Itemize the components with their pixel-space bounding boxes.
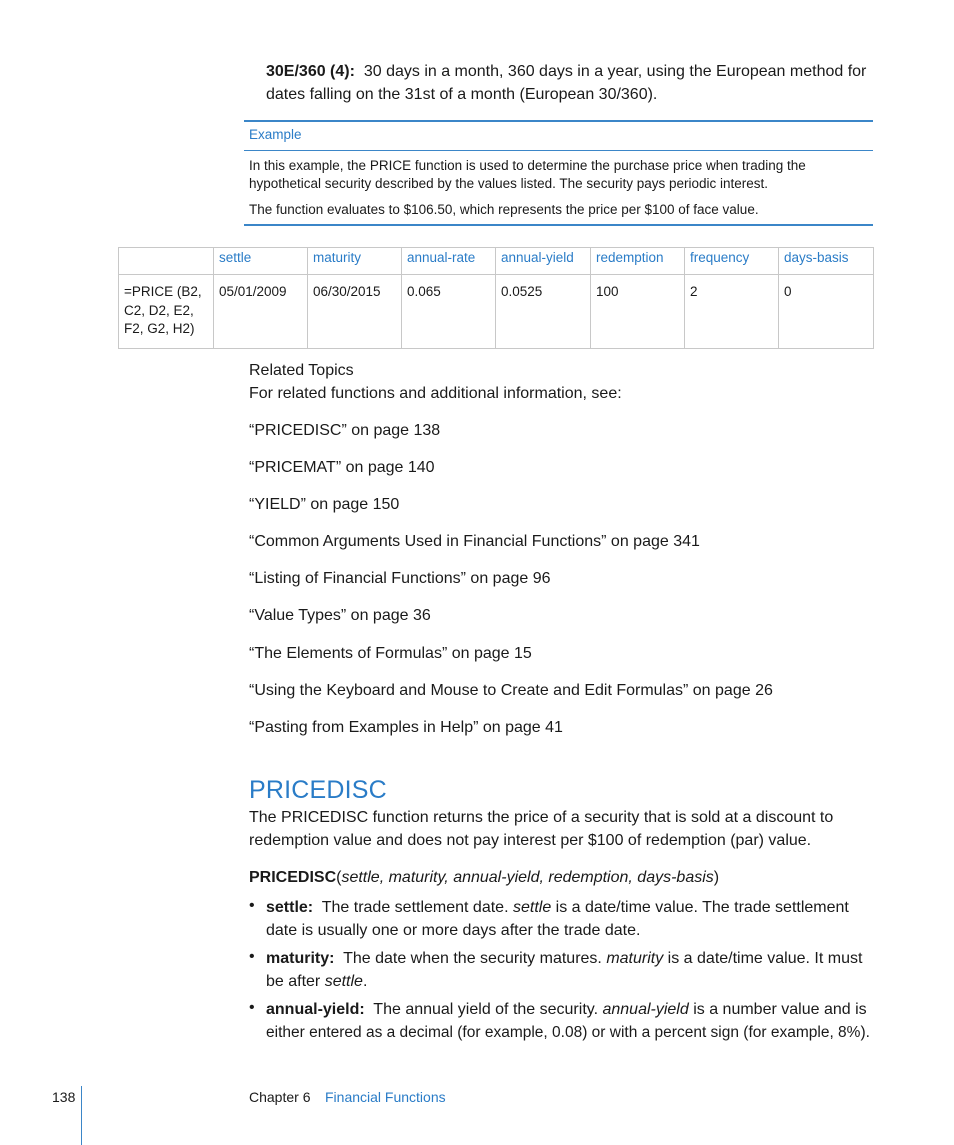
related-link-pricedisc[interactable]: “PRICEDISC” on page 138 [249, 422, 441, 439]
bullet-maturity [266, 947, 886, 993]
syntax-function-name: PRICEDISC [249, 869, 337, 886]
related-topics-intro: For related functions and additional information, see: [249, 385, 622, 402]
pricedisc-desc-line-2: redemption value and does not pay interest per $100 of redemption (par) value. [249, 832, 812, 849]
example-bottom-rule [244, 224, 873, 226]
bullet-text: is a date/time value. The trade settlement [555, 899, 849, 916]
footer-section-link[interactable]: Financial Functions [325, 1089, 446, 1105]
table-header-cell: annual-yield [496, 248, 591, 275]
pricedisc-syntax: PRICEDISC(settle, maturity, annual-yield, redemption, days-basis) [249, 869, 720, 886]
bullet-marker: • [249, 948, 255, 965]
bullet-em: maturity [606, 950, 664, 967]
related-link-keyboard-mouse[interactable]: “Using the Keyboard and Mouse to Create and Edit Formulas” on page 26 [249, 682, 773, 699]
table-header-cell: annual-rate [402, 248, 496, 275]
bullet-term: annual-yield: [266, 1001, 365, 1018]
table-cell: 2 [685, 275, 779, 349]
example-description [249, 157, 869, 193]
table-header-cell: maturity [308, 248, 402, 275]
param-desc-line2: dates falling on the 31st of a month (European 30/360). [266, 86, 658, 103]
footer-chapter: Chapter 6 [249, 1089, 311, 1105]
bullet-marker: • [249, 897, 255, 914]
bullet-text: The date when the security matures. [343, 950, 602, 967]
param-30e-360-4 [266, 60, 886, 106]
param-desc: 30 days in a month, 360 days in a year, using the European method for [363, 63, 867, 80]
bullet-text: . [362, 973, 368, 990]
table-header-cell: frequency [685, 248, 779, 275]
bullet-text-line2: date is usually one or more days after the trade date. [266, 922, 641, 939]
table-header-cell: settle [214, 248, 308, 275]
param-term: 30E/360 (4): [266, 63, 355, 80]
related-link-listing-financial[interactable]: “Listing of Financial Functions” on page 96 [249, 570, 551, 587]
bullet-text-line2: either entered as a decimal (for example, 0.08) or with a percent sign (for example, 8%). [266, 1024, 870, 1041]
related-link-elements-formulas[interactable]: “The Elements of Formulas” on page 15 [249, 645, 532, 662]
related-link-pasting-examples[interactable]: “Pasting from Examples in Help” on page 41 [249, 719, 563, 736]
related-link-value-types[interactable]: “Value Types” on page 36 [249, 607, 431, 624]
table-cell: 100 [591, 275, 685, 349]
table-cell: 05/01/2009 [214, 275, 308, 349]
page-number: 138 [52, 1089, 76, 1105]
bullet-settle [266, 896, 886, 942]
example-title-rule [244, 150, 873, 151]
pricedisc-description [249, 806, 879, 852]
bullet-text-line2: be after [266, 973, 325, 990]
bullet-text: The trade settlement date. [321, 899, 509, 916]
footer-divider [81, 1086, 82, 1145]
example-line-2: hypothetical security described by the values listed. The security pays periodic interest. [249, 176, 769, 191]
table-header-row [119, 248, 874, 275]
bullet-em: annual-yield [602, 1001, 689, 1018]
bullet-marker: • [249, 999, 255, 1016]
bullet-term: settle: [266, 899, 314, 916]
bullet-term: maturity: [266, 950, 335, 967]
table-cell: 0.065 [402, 275, 496, 349]
related-link-common-arguments[interactable]: “Common Arguments Used in Financial Functions” on page 341 [249, 533, 700, 550]
bullet-text: is a date/time value. It must [667, 950, 863, 967]
related-link-pricemat[interactable]: “PRICEMAT” on page 140 [249, 459, 435, 476]
table-header-cell: redemption [591, 248, 685, 275]
related-topics-heading: Related Topics [249, 362, 354, 379]
table-row [119, 275, 874, 349]
table-header-cell: days-basis [779, 248, 874, 275]
bullet-annual-yield [266, 998, 906, 1044]
example-line-1: In this example, the PRICE function is used to determine the purchase price when trading the [249, 158, 806, 173]
example-table [118, 247, 874, 349]
bullet-em: settle [324, 973, 363, 990]
example-result: The function evaluates to $106.50, which represents the price per $100 of face value. [249, 202, 759, 217]
table-cell: 0.0525 [496, 275, 591, 349]
example-title: Example [249, 127, 302, 142]
related-link-yield[interactable]: “YIELD” on page 150 [249, 496, 400, 513]
bullet-em: settle [512, 899, 552, 916]
bullet-text: The annual yield of the security. [373, 1001, 599, 1018]
table-cell: 06/30/2015 [308, 275, 402, 349]
section-title-pricedisc: PRICEDISC [249, 776, 387, 804]
table-header-cell [119, 248, 214, 275]
pricedisc-desc-line-1: The PRICEDISC function returns the price of a security that is sold at a discount to [249, 809, 834, 826]
table-cell-formula: =PRICE (B2, C2, D2, E2, F2, G2, H2) [119, 275, 214, 349]
bullet-text: is a number value and is [693, 1001, 867, 1018]
table-cell: 0 [779, 275, 874, 349]
example-top-rule [244, 120, 873, 122]
syntax-arguments: settle, maturity, annual-yield, redemption, days-basis [341, 869, 714, 886]
